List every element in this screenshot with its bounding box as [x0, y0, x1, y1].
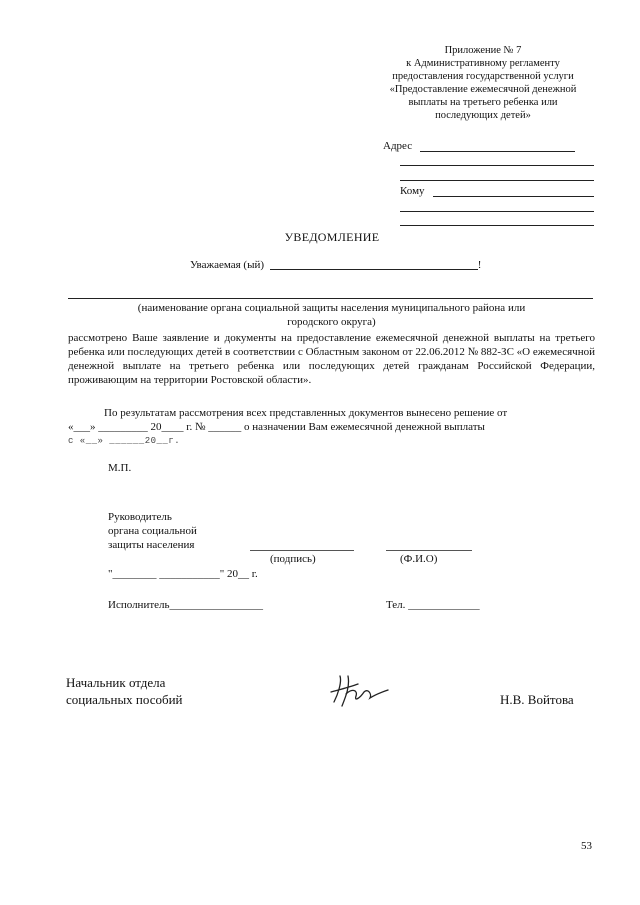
document-title: УВЕДОМЛЕНИЕ — [284, 230, 380, 244]
decision-line: «___» _________ 20____ г. № ______ о назначении Вам ежемесячной денежной выплаты — [68, 421, 485, 433]
greeting-suffix: ! — [477, 259, 482, 271]
head-title-line: защиты населения — [108, 539, 195, 551]
greeting-prefix: Уважаемая (ый) — [190, 259, 265, 271]
address-field-line — [400, 180, 594, 181]
department-head-title — [66, 674, 183, 708]
date-line: "________ ___________" 20__ г. — [108, 568, 258, 580]
appendix-line: выплаты на третьего ребенка или — [408, 97, 558, 108]
executor-label: Исполнитель_________________ — [108, 599, 264, 611]
address-label: Адрес — [383, 140, 413, 152]
department-head-name: Н.В. Войтова — [500, 692, 574, 707]
name-caption: (Ф.И.О) — [400, 553, 438, 565]
address-field-line — [400, 165, 594, 166]
authority-note — [68, 301, 595, 329]
recipient-field-line — [400, 211, 594, 212]
phone-label: Тел. _____________ — [386, 599, 480, 611]
appendix-header — [372, 44, 594, 122]
head-title-line: Руководитель — [108, 511, 172, 523]
recipient-field-line — [400, 225, 594, 226]
body-paragraph-1: рассмотрено Ваше заявление и документы на предоставление ежемесячной денежной выплаты на третьего ребенка или последующих детей в соответствии с Областным законом от 22.06.2012 № 882-ЗС «О ежемесячной денежной выплате на третьего ребенка или последующих детей гражданам Российской Федерации, проживающим на территории Ростовской области». — [68, 332, 595, 386]
head-title-line: органа социальной — [108, 525, 197, 537]
signature-field-line — [250, 550, 354, 551]
body-paragraph-2: По результатам рассмотрения всех представленных документов вынесено решение от — [104, 407, 508, 419]
recipient-label: Кому — [400, 185, 425, 197]
payment-start-date: с «__» ______20__г. — [68, 436, 181, 446]
authority-field-line — [68, 298, 593, 299]
appendix-line: «Предоставление ежемесячной денежной — [389, 84, 577, 95]
appendix-line: последующих детей» — [435, 110, 531, 121]
department-head-title-line: социальных пособий — [66, 692, 183, 707]
stamp-label: М.П. — [108, 462, 132, 474]
authority-note-line: городского округа) — [287, 316, 376, 328]
appendix-line: Приложение № 7 — [444, 45, 522, 56]
appendix-line: предоставления государственной услуги — [392, 71, 574, 82]
address-field-line — [420, 151, 575, 152]
recipient-field-line — [433, 196, 594, 197]
handwritten-signature — [328, 672, 390, 710]
appendix-line: к Административному регламенту — [406, 58, 560, 69]
addressee-field-line — [270, 259, 478, 270]
page-number: 53 — [581, 840, 592, 852]
signature-caption: (подпись) — [270, 553, 316, 565]
greeting — [190, 259, 481, 271]
authority-note-line: (наименование органа социальной защиты населения муниципального района или — [137, 302, 526, 314]
department-head-title-line: Начальник отдела — [66, 675, 166, 690]
head-title — [108, 510, 197, 552]
name-field-line — [386, 550, 472, 551]
